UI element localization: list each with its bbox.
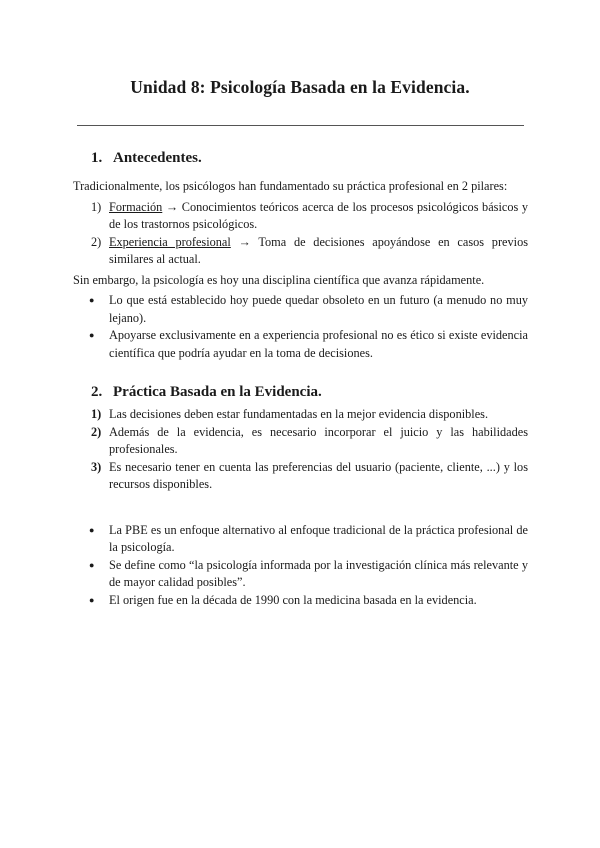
- list-item: [73, 292, 528, 327]
- pillars-list: [73, 199, 528, 269]
- list-marker: 1): [91, 199, 102, 214]
- intro-paragraph: Tradicionalmente, los psicólogos han fundamentado su práctica profesional en 2 pilares:: [73, 179, 508, 193]
- list-marker: 1): [91, 407, 102, 421]
- section-title: Práctica Basada en la Evidencia.: [113, 384, 322, 400]
- list-item: [73, 592, 528, 610]
- section-heading: [91, 382, 528, 402]
- list-item: [73, 199, 528, 234]
- list-item: [73, 234, 528, 269]
- section-number: 1.: [91, 150, 103, 166]
- bullet-text: Lo que está establecido hoy puede quedar obsoleto en un futuro (a menudo no muy lejano).: [109, 293, 528, 325]
- pillar-text: Conocimientos teóricos acerca de los procesos psicológicos básicos y de los trastornos psicológicos.: [109, 199, 528, 231]
- list-item: [73, 459, 528, 494]
- arrow-icon: →: [162, 199, 182, 214]
- document-body: [73, 148, 528, 609]
- pillar-term: Experiencia profesional: [109, 234, 231, 249]
- section-practica-basada: [73, 382, 528, 609]
- point-text: Las decisiones deben estar fundamentadas en la mejor evidencia disponibles.: [109, 407, 489, 421]
- points-list: [73, 406, 528, 494]
- list-item: [73, 557, 528, 592]
- bullet-icon: ●: [89, 559, 95, 570]
- section-number: 2.: [91, 384, 103, 400]
- list-item: [73, 327, 528, 362]
- bullet-text: El origen fue en la década de 1990 con la medicina basada en la evidencia.: [109, 592, 477, 607]
- bullet-icon: ●: [89, 524, 95, 535]
- page-title: Unidad 8: Psicología Basada en la Evidencia.: [130, 77, 470, 97]
- bullet-list: [73, 292, 528, 362]
- bullet-text: La PBE es un enfoque alternativo al enfoque tradicional de la práctica profesional de la psicología.: [109, 522, 528, 554]
- list-marker: 3): [91, 459, 102, 474]
- transition-paragraph: Sin embargo, la psicología es hoy una disciplina científica que avanza rápidamente.: [73, 272, 485, 287]
- bullet-text: Se define como “la psicología informada por la investigación clínica más relevante y de mayor calidad posibles”.: [109, 557, 528, 589]
- title-divider: [77, 125, 524, 126]
- list-marker: 2): [91, 424, 102, 439]
- list-item: [73, 406, 528, 424]
- list-item: [73, 424, 528, 459]
- point-text: Además de la evidencia, es necesario incorporar el juicio y las habilidades profesionales.: [109, 424, 528, 456]
- section-heading: [91, 148, 528, 168]
- section-title: Antecedentes.: [113, 150, 202, 166]
- point-text: Es necesario tener en cuenta las preferencias del usuario (paciente, cliente, ...) y los recursos disponibles.: [109, 459, 528, 491]
- bullet-icon: ●: [89, 295, 95, 305]
- arrow-icon: →: [230, 234, 259, 249]
- pillar-text: Toma de decisiones apoyándose en casos previos similares al actual.: [109, 234, 529, 266]
- list-marker: 2): [91, 234, 102, 249]
- bullet-text: Apoyarse exclusivamente en a experiencia profesional no es ético si existe evidencia científica que podría ayudar en la toma de decisiones.: [109, 328, 528, 360]
- bullet-icon: ●: [89, 330, 95, 340]
- pillar-term: Formación: [109, 199, 163, 214]
- bullet-icon: ●: [89, 594, 95, 605]
- list-item: [73, 522, 528, 557]
- bullet-list: [73, 522, 528, 610]
- section-antecedentes: [73, 148, 528, 362]
